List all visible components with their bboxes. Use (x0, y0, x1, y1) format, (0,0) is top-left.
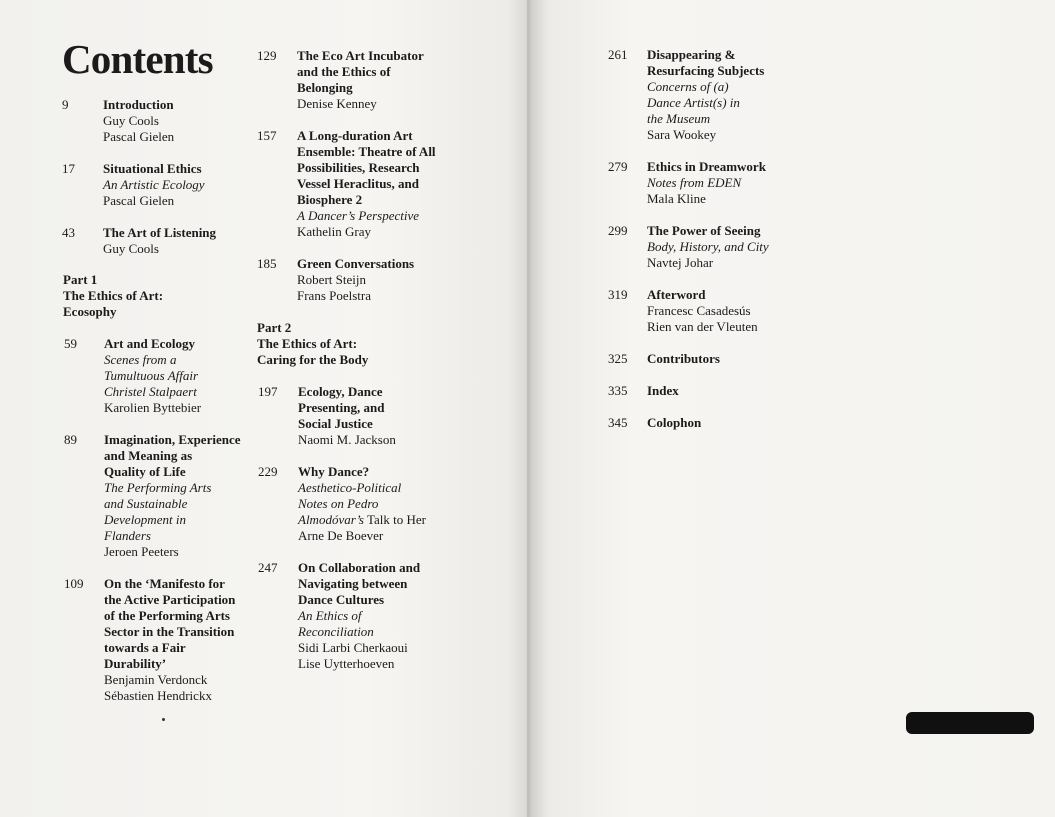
index-tab-marker (906, 712, 1034, 734)
entry-subtitle: Notes from EDEN (647, 175, 742, 190)
entry-title: Index (647, 383, 679, 398)
entry-body (647, 287, 817, 335)
entry-subtitle: Notes on Pedro (298, 496, 379, 511)
part-heading (257, 320, 368, 368)
entry-body (104, 432, 274, 560)
entry-subtitle: Dance Artist(s) in (647, 95, 740, 110)
entry-subtitle: A Dancer’s Perspective (297, 208, 420, 223)
page-number: 261 (608, 47, 628, 62)
page-number: 89 (64, 432, 77, 447)
entry-subtitle-tail: Talk to Her (363, 512, 426, 527)
entry-author: Sara Wookey (647, 127, 717, 142)
entry-body (297, 128, 467, 240)
entry-subtitle: Almodóvar’s (298, 512, 364, 527)
entry-title: Ecology, Dance (298, 384, 383, 399)
entry-author: Navtej Johar (647, 255, 714, 270)
entry-subtitle-line (298, 512, 468, 528)
entry-subtitle: Scenes from a (104, 352, 177, 367)
entry-body (104, 336, 274, 416)
entry-title: Social Justice (298, 416, 373, 431)
entry-body (647, 351, 817, 367)
entry-title: Why Dance? (298, 464, 370, 479)
entry-title: the Active Participation (104, 592, 236, 607)
entry-subtitle: Body, History, and City (647, 239, 769, 254)
entry-title: and Meaning as (104, 448, 193, 463)
entry-title: Afterword (647, 287, 706, 302)
entry-title: Colophon (647, 415, 702, 430)
entry-title: Quality of Life (104, 464, 186, 479)
entry-subtitle: Reconciliation (298, 624, 374, 639)
page-number: 279 (608, 159, 628, 174)
entry-author: Frans Poelstra (297, 288, 372, 303)
entry-title: On the ‘Manifesto for (104, 576, 225, 591)
entry-title: Navigating between (298, 576, 408, 591)
entry-title: Dance Cultures (298, 592, 385, 607)
entry-subtitle: and Sustainable (104, 496, 188, 511)
entry-author: Sébastien Hendrickx (104, 688, 212, 703)
paper-speck (162, 718, 165, 721)
entry-author: Denise Kenney (297, 96, 377, 111)
entry-author: Pascal Gielen (103, 129, 175, 144)
book-gutter (508, 0, 548, 817)
entry-title: On Collaboration and (298, 560, 421, 575)
entry-body (298, 464, 468, 544)
entry-title: Possibilities, Research (297, 160, 420, 175)
entry-title: Durability’ (104, 656, 167, 671)
page-number: 299 (608, 223, 628, 238)
entry-body (103, 97, 273, 145)
entry-title: and the Ethics of (297, 64, 391, 79)
page-number: 335 (608, 383, 628, 398)
entry-author: Guy Cools (103, 241, 159, 256)
part-heading-line: Ecosophy (63, 304, 117, 319)
part-heading-line: The Ethics of Art: (257, 336, 358, 351)
page-number: 43 (62, 225, 75, 240)
entry-author: Kathelin Gray (297, 224, 372, 239)
entry-subtitle: Aesthetico-Political (298, 480, 402, 495)
entry-subtitle: The Performing Arts (104, 480, 212, 495)
entry-subtitle: Christel Stalpaert (104, 384, 197, 399)
part-heading (63, 272, 163, 320)
entry-author: Naomi M. Jackson (298, 432, 396, 447)
entry-author: Rien van der Vleuten (647, 319, 758, 334)
page-number: 17 (62, 161, 75, 176)
part-heading-line: Part 1 (63, 272, 98, 287)
entry-body (104, 576, 274, 704)
entry-body (297, 256, 467, 304)
entry-title: The Power of Seeing (647, 223, 761, 238)
entry-author: Benjamin Verdonck (104, 672, 208, 687)
entry-body (298, 384, 468, 448)
page-number: 229 (258, 464, 278, 479)
page-number: 9 (62, 97, 69, 112)
entry-title: Belonging (297, 80, 353, 95)
part-heading-line: Part 2 (257, 320, 292, 335)
page-title: Contents (62, 36, 213, 82)
entry-body (103, 161, 273, 209)
entry-title: Contributors (647, 351, 720, 366)
entry-subtitle: the Museum (647, 111, 711, 126)
entry-author: Arne De Boever (298, 528, 384, 543)
entry-subtitle: Tumultuous Affair (104, 368, 199, 383)
entry-title: Presenting, and (298, 400, 385, 415)
entry-author: Guy Cools (103, 113, 159, 128)
page-number: 345 (608, 415, 628, 430)
entry-title: Sector in the Transition (104, 624, 235, 639)
entry-body (103, 225, 273, 257)
page-number: 109 (64, 576, 84, 591)
entry-author: Jeroen Peeters (104, 544, 179, 559)
page-number: 157 (257, 128, 277, 143)
entry-body (647, 223, 817, 271)
entry-title: The Art of Listening (103, 225, 217, 240)
entry-author: Lise Uytterhoeven (298, 656, 395, 671)
part-heading-line: Caring for the Body (257, 352, 369, 367)
entry-subtitle: An Artistic Ecology (103, 177, 205, 192)
entry-title: Ethics in Dreamwork (647, 159, 766, 174)
entry-title: Introduction (103, 97, 174, 112)
entry-title: of the Performing Arts (104, 608, 230, 623)
entry-body (297, 48, 467, 112)
entry-title: Resurfacing Subjects (647, 63, 765, 78)
page-number: 319 (608, 287, 628, 302)
entry-subtitle: Flanders (104, 528, 151, 543)
part-heading-line: The Ethics of Art: (63, 288, 164, 303)
entry-author: Karolien Byttebier (104, 400, 202, 415)
page-number: 129 (257, 48, 277, 63)
entry-title: A Long-duration Art (297, 128, 413, 143)
entry-body (647, 159, 817, 207)
entry-body (647, 47, 817, 143)
page-number: 185 (257, 256, 277, 271)
page-number: 197 (258, 384, 278, 399)
entry-body (298, 560, 468, 672)
entry-title: Ensemble: Theatre of All (297, 144, 436, 159)
entry-title: Disappearing & (647, 47, 736, 62)
entry-title: towards a Fair (104, 640, 186, 655)
entry-title: Biosphere 2 (297, 192, 363, 207)
entry-author: Robert Steijn (297, 272, 366, 287)
page-number: 325 (608, 351, 628, 366)
entry-author: Francesc Casadesús (647, 303, 751, 318)
entry-title: Situational Ethics (103, 161, 202, 176)
entry-title: Art and Ecology (104, 336, 195, 351)
page-number: 247 (258, 560, 278, 575)
entry-author: Pascal Gielen (103, 193, 175, 208)
entry-body (647, 383, 817, 399)
page-number: 59 (64, 336, 77, 351)
entry-title: Imagination, Experience (104, 432, 241, 447)
entry-body (647, 415, 817, 431)
entry-title: Vessel Heraclitus, and (297, 176, 419, 191)
entry-subtitle: Development in (104, 512, 186, 527)
entry-author: Sidi Larbi Cherkaoui (298, 640, 408, 655)
entry-title: The Eco Art Incubator (297, 48, 424, 63)
entry-subtitle: Concerns of (a) (647, 79, 729, 94)
entry-title: Green Conversations (297, 256, 415, 271)
entry-subtitle: An Ethics of (298, 608, 362, 623)
entry-author: Mala Kline (647, 191, 706, 206)
